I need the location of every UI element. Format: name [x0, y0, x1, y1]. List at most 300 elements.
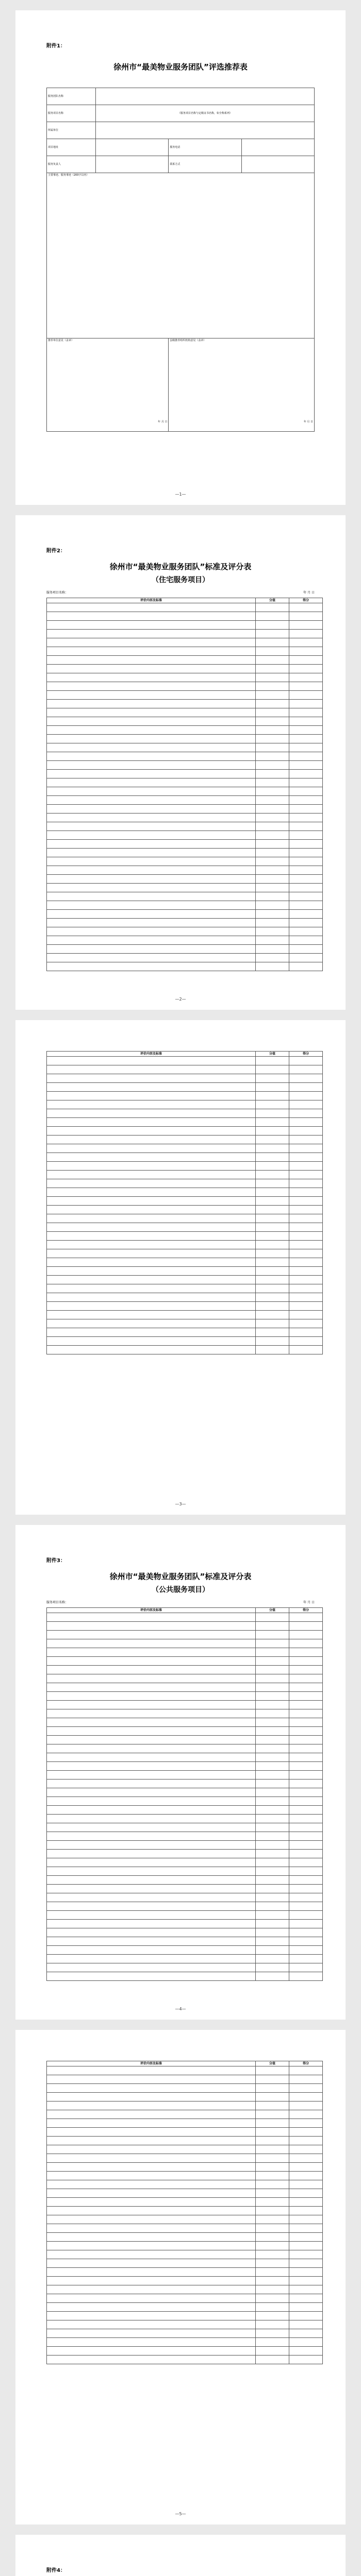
table-row	[47, 2172, 323, 2180]
criteria-cell	[47, 1613, 256, 1622]
table-row	[47, 2259, 323, 2268]
score-cell[interactable]	[289, 638, 323, 647]
criteria-cell	[256, 778, 289, 787]
page-4	[15, 1525, 346, 2020]
criteria-cell	[256, 1771, 289, 1780]
score-cell[interactable]	[289, 1648, 323, 1657]
score-cell[interactable]	[289, 770, 323, 778]
score-cell[interactable]	[289, 1639, 323, 1648]
criteria-cell	[47, 2320, 256, 2329]
criteria-cell	[256, 743, 289, 752]
criteria-cell	[47, 1197, 256, 1206]
score-cell[interactable]	[289, 1100, 323, 1109]
score-cell[interactable]	[289, 2102, 323, 2110]
score-cell[interactable]	[289, 2154, 323, 2163]
criteria-cell	[47, 673, 256, 682]
score-cell[interactable]	[289, 910, 323, 919]
criteria-cell	[256, 2312, 289, 2320]
field-label: 服务负责人	[47, 156, 96, 173]
score-cell[interactable]	[289, 805, 323, 814]
score-cell[interactable]	[289, 1249, 323, 1258]
table-row	[47, 1920, 323, 1928]
score-cell[interactable]	[289, 1850, 323, 1858]
score-cell[interactable]	[289, 962, 323, 971]
attachment-label: 附件4：	[46, 2568, 65, 2573]
score-cell[interactable]	[289, 2207, 323, 2215]
score-cell[interactable]	[289, 857, 323, 866]
score-cell[interactable]	[289, 1928, 323, 1937]
score-cell[interactable]	[289, 1302, 323, 1311]
table-row	[47, 1674, 323, 1683]
score-cell[interactable]	[289, 884, 323, 892]
score-cell[interactable]	[289, 612, 323, 621]
table-row	[47, 726, 323, 735]
score-cell[interactable]	[289, 2172, 323, 2180]
criteria-cell	[256, 761, 289, 770]
score-cell[interactable]	[289, 761, 323, 770]
remark-field[interactable]	[47, 173, 315, 338]
criteria-cell	[47, 2338, 256, 2347]
criteria-cell	[256, 2110, 289, 2119]
table-row	[47, 2277, 323, 2285]
score-cell[interactable]	[289, 936, 323, 945]
criteria-cell	[256, 1718, 289, 1727]
table-row	[47, 2075, 323, 2084]
score-cell[interactable]	[289, 2137, 323, 2145]
score-cell[interactable]	[289, 2338, 323, 2347]
criteria-cell	[47, 1771, 256, 1780]
criteria-cell	[256, 700, 289, 708]
field-value[interactable]	[241, 156, 314, 173]
score-cell[interactable]	[289, 2180, 323, 2189]
criteria-cell	[47, 875, 256, 884]
score-cell[interactable]	[289, 2233, 323, 2242]
score-cell[interactable]	[289, 927, 323, 936]
table-row	[47, 954, 323, 962]
table-row	[47, 1631, 323, 1639]
score-cell[interactable]	[289, 1797, 323, 1806]
table-row	[47, 2084, 323, 2093]
criteria-cell	[47, 2285, 256, 2294]
score-cell[interactable]	[289, 1727, 323, 1736]
score-cell[interactable]	[289, 752, 323, 761]
score-cell[interactable]	[289, 831, 323, 840]
score-cell[interactable]	[289, 1823, 323, 1832]
score-cell[interactable]	[289, 2242, 323, 2250]
score-cell[interactable]	[289, 1267, 323, 1276]
criteria-cell	[256, 1736, 289, 1744]
score-cell[interactable]	[289, 787, 323, 796]
score-cell[interactable]	[289, 2259, 323, 2268]
table-row	[47, 1832, 323, 1841]
score-cell[interactable]	[289, 2189, 323, 2198]
criteria-cell	[47, 1179, 256, 1188]
sign-left-label: 推荐单位意见（盖章）	[48, 339, 74, 342]
score-cell[interactable]	[289, 2066, 323, 2075]
score-cell[interactable]	[289, 2084, 323, 2093]
criteria-cell	[47, 2189, 256, 2198]
criteria-cell	[256, 2198, 289, 2207]
criteria-cell	[256, 1258, 289, 1267]
criteria-cell	[256, 1788, 289, 1797]
criteria-cell	[47, 761, 256, 770]
attachment-label: 附件2：	[46, 548, 65, 554]
criteria-cell	[256, 2329, 289, 2338]
score-cell[interactable]	[289, 1744, 323, 1753]
score-cell[interactable]	[289, 1858, 323, 1867]
score-cell[interactable]	[289, 2093, 323, 2102]
score-cell[interactable]	[289, 2312, 323, 2320]
score-cell[interactable]	[289, 2320, 323, 2329]
score-cell[interactable]	[289, 1206, 323, 1214]
table-row	[47, 1928, 323, 1937]
score-cell[interactable]	[289, 1276, 323, 1284]
score-cell[interactable]	[289, 1911, 323, 1920]
criteria-cell	[256, 840, 289, 849]
criteria-cell	[47, 2259, 256, 2268]
score-cell[interactable]	[289, 1284, 323, 1293]
page-title: 徐州市“最美物业服务团队”标准及评分表	[109, 562, 252, 571]
criteria-cell	[47, 2180, 256, 2189]
score-cell[interactable]	[289, 1162, 323, 1171]
table-row	[47, 945, 323, 954]
criteria-cell	[256, 1683, 289, 1692]
score-cell[interactable]	[289, 1214, 323, 1223]
table-row	[47, 2163, 323, 2172]
table-row	[47, 1823, 323, 1832]
score-cell[interactable]	[289, 2285, 323, 2294]
score-cell[interactable]	[289, 1832, 323, 1841]
table-row	[47, 2312, 323, 2320]
header-cell: 得分	[289, 2061, 323, 2066]
score-cell[interactable]	[289, 2303, 323, 2312]
score-cell[interactable]	[289, 2294, 323, 2303]
criteria-cell	[47, 1797, 256, 1806]
score-cell[interactable]	[289, 1666, 323, 1674]
criteria-cell	[256, 805, 289, 814]
criteria-cell	[256, 1153, 289, 1162]
page-3	[15, 1020, 346, 1515]
criteria-cell	[47, 1937, 256, 1946]
criteria-cell	[256, 2285, 289, 2294]
score-cell[interactable]	[289, 1319, 323, 1328]
table-header	[47, 1052, 323, 1057]
sign-right[interactable]	[169, 338, 315, 432]
score-table	[46, 1607, 323, 1981]
criteria-cell	[47, 1171, 256, 1179]
score-cell[interactable]	[289, 945, 323, 954]
criteria-cell	[256, 1267, 289, 1276]
score-cell[interactable]	[289, 1701, 323, 1709]
table-row	[47, 901, 323, 910]
table-row	[47, 1902, 323, 1911]
criteria-cell	[47, 1657, 256, 1666]
score-cell[interactable]	[289, 1065, 323, 1074]
criteria-cell	[256, 866, 289, 875]
table-row	[47, 1302, 323, 1311]
score-cell[interactable]	[289, 1074, 323, 1083]
table-row	[47, 1850, 323, 1858]
criteria-cell	[47, 2145, 256, 2154]
score-cell[interactable]	[289, 901, 323, 910]
criteria-cell	[47, 1346, 256, 1354]
score-cell[interactable]	[289, 743, 323, 752]
score-cell[interactable]	[289, 2145, 323, 2154]
score-cell[interactable]	[289, 1771, 323, 1780]
score-cell[interactable]	[289, 630, 323, 638]
score-cell[interactable]	[289, 2119, 323, 2128]
field-value[interactable]	[241, 139, 314, 156]
score-cell[interactable]	[289, 2075, 323, 2084]
criteria-cell	[47, 735, 256, 743]
score-cell[interactable]	[289, 603, 323, 612]
score-cell[interactable]	[289, 1127, 323, 1136]
table-row	[47, 638, 323, 647]
criteria-cell	[256, 726, 289, 735]
criteria-cell	[47, 1276, 256, 1284]
score-cell[interactable]	[289, 1972, 323, 1981]
criteria-cell	[47, 1136, 256, 1144]
score-cell[interactable]	[289, 1223, 323, 1232]
table-row	[47, 1815, 323, 1823]
criteria-cell	[47, 2163, 256, 2172]
field-value[interactable]	[96, 139, 169, 156]
criteria-cell	[47, 866, 256, 875]
score-cell[interactable]	[289, 2268, 323, 2277]
score-cell[interactable]	[289, 849, 323, 857]
table-row	[47, 2110, 323, 2119]
criteria-cell	[256, 1876, 289, 1885]
score-cell[interactable]	[289, 2277, 323, 2285]
score-cell[interactable]	[289, 1144, 323, 1153]
score-cell[interactable]	[289, 1876, 323, 1885]
criteria-cell	[47, 778, 256, 787]
score-cell[interactable]	[289, 1092, 323, 1100]
criteria-cell	[256, 927, 289, 936]
score-cell[interactable]	[289, 647, 323, 656]
table-row	[47, 1179, 323, 1188]
score-cell[interactable]	[289, 1867, 323, 1876]
criteria-cell	[47, 1867, 256, 1876]
criteria-cell	[47, 857, 256, 866]
score-cell[interactable]	[289, 2215, 323, 2224]
page-title: 徐州市“最美物业服务团队”评选推荐表	[113, 62, 248, 72]
score-cell[interactable]	[289, 796, 323, 805]
score-cell[interactable]	[289, 1893, 323, 1902]
score-cell[interactable]	[289, 1709, 323, 1718]
score-cell[interactable]	[289, 700, 323, 708]
score-cell[interactable]	[289, 1232, 323, 1241]
field-value[interactable]	[96, 156, 169, 173]
score-cell[interactable]	[289, 1920, 323, 1928]
table-header	[47, 1608, 323, 1613]
score-cell[interactable]	[289, 1815, 323, 1823]
score-cell[interactable]	[289, 2163, 323, 2172]
score-cell[interactable]	[289, 840, 323, 849]
score-cell[interactable]	[289, 866, 323, 875]
score-cell[interactable]	[289, 682, 323, 691]
score-cell[interactable]	[289, 892, 323, 901]
score-cell[interactable]	[289, 1937, 323, 1946]
score-cell[interactable]	[289, 1683, 323, 1692]
criteria-cell	[47, 647, 256, 656]
criteria-cell	[256, 1709, 289, 1718]
criteria-cell	[47, 787, 256, 796]
table-row	[47, 88, 315, 105]
table-row	[47, 936, 323, 945]
score-cell[interactable]	[289, 665, 323, 673]
score-cell[interactable]	[289, 1613, 323, 1622]
table-row	[47, 1188, 323, 1197]
page-number: —5—	[175, 2512, 186, 2516]
criteria-cell	[256, 857, 289, 866]
score-cell[interactable]	[289, 1753, 323, 1762]
score-cell[interactable]	[289, 1902, 323, 1911]
criteria-cell	[47, 1232, 256, 1241]
criteria-cell	[256, 1127, 289, 1136]
header-cell: 分值	[256, 1052, 289, 1057]
score-cell[interactable]	[289, 1657, 323, 1666]
score-cell[interactable]	[289, 1762, 323, 1771]
score-cell[interactable]	[289, 717, 323, 726]
table-row	[47, 1885, 323, 1893]
score-cell[interactable]	[289, 1692, 323, 1701]
table-row	[47, 1841, 323, 1850]
criteria-cell	[256, 717, 289, 726]
score-cell[interactable]	[289, 778, 323, 787]
criteria-cell	[47, 962, 256, 971]
remark-label: 主要事迹、服务事迹（200字以内）	[48, 174, 89, 177]
table-row	[47, 630, 323, 638]
score-cell[interactable]	[289, 1674, 323, 1683]
criteria-cell	[47, 1144, 256, 1153]
criteria-cell	[47, 1832, 256, 1841]
score-cell[interactable]	[289, 1293, 323, 1302]
score-cell[interactable]	[289, 1963, 323, 1972]
criteria-cell	[256, 1171, 289, 1179]
criteria-cell	[47, 1963, 256, 1972]
table-row	[47, 2128, 323, 2137]
score-cell[interactable]	[289, 2110, 323, 2119]
header-cell: 得分	[289, 1052, 323, 1057]
score-cell[interactable]	[289, 2128, 323, 2137]
score-cell[interactable]	[289, 1841, 323, 1850]
score-cell[interactable]	[289, 1955, 323, 1963]
table-row	[47, 1153, 323, 1162]
table-row	[47, 1241, 323, 1249]
criteria-cell	[256, 1613, 289, 1622]
score-cell[interactable]	[289, 1153, 323, 1162]
field-value[interactable]	[96, 122, 315, 139]
score-cell[interactable]	[289, 1346, 323, 1354]
table-row	[47, 717, 323, 726]
table-row	[47, 1214, 323, 1223]
score-cell[interactable]	[289, 2250, 323, 2259]
score-cell[interactable]	[289, 1179, 323, 1188]
criteria-cell	[47, 1074, 256, 1083]
score-cell[interactable]	[289, 822, 323, 831]
score-cell[interactable]	[289, 691, 323, 700]
score-cell[interactable]	[289, 1885, 323, 1893]
table-row	[47, 2093, 323, 2102]
score-cell[interactable]	[289, 1118, 323, 1127]
score-cell[interactable]	[289, 1718, 323, 1727]
field-value[interactable]	[96, 88, 315, 105]
score-cell[interactable]	[289, 1337, 323, 1346]
score-cell[interactable]	[289, 1171, 323, 1179]
score-cell[interactable]	[289, 1736, 323, 1744]
score-cell[interactable]	[289, 1806, 323, 1815]
criteria-cell	[256, 1214, 289, 1223]
criteria-cell	[256, 1850, 289, 1858]
score-cell[interactable]	[289, 954, 323, 962]
score-cell[interactable]	[289, 2224, 323, 2233]
score-cell[interactable]	[289, 2347, 323, 2355]
score-cell[interactable]	[289, 919, 323, 927]
score-cell[interactable]	[289, 1788, 323, 1797]
score-cell[interactable]	[289, 1083, 323, 1092]
table-row	[47, 752, 323, 761]
score-cell[interactable]	[289, 1328, 323, 1337]
criteria-cell	[47, 1258, 256, 1267]
score-cell[interactable]	[289, 2355, 323, 2364]
criteria-cell	[47, 612, 256, 621]
table-row	[47, 2303, 323, 2312]
criteria-cell	[256, 1797, 289, 1806]
score-cell[interactable]	[289, 1258, 323, 1267]
score-cell[interactable]	[289, 2329, 323, 2338]
criteria-cell	[47, 1065, 256, 1074]
score-cell[interactable]	[289, 726, 323, 735]
score-cell[interactable]	[289, 621, 323, 630]
criteria-cell	[256, 1701, 289, 1709]
score-cell[interactable]	[289, 1946, 323, 1955]
table-row	[47, 822, 323, 831]
criteria-cell	[256, 2093, 289, 2102]
criteria-cell	[47, 1823, 256, 1832]
table-row	[47, 1771, 323, 1780]
criteria-cell	[47, 1206, 256, 1214]
criteria-cell	[47, 2329, 256, 2338]
score-cell[interactable]	[289, 673, 323, 682]
criteria-cell	[47, 1293, 256, 1302]
score-cell[interactable]	[289, 1311, 323, 1319]
criteria-cell	[256, 1946, 289, 1955]
score-cell[interactable]	[289, 1622, 323, 1631]
score-cell[interactable]	[289, 1188, 323, 1197]
score-cell[interactable]	[289, 1136, 323, 1144]
field-value[interactable]: （服务项目名称与定级证书名称，如全称系列）	[96, 105, 315, 122]
score-cell[interactable]	[289, 1109, 323, 1118]
score-cell[interactable]	[289, 875, 323, 884]
table-row	[47, 1328, 323, 1337]
score-cell[interactable]	[289, 814, 323, 822]
sign-left[interactable]	[47, 338, 169, 432]
score-cell[interactable]	[289, 656, 323, 665]
header-cell: 分值	[256, 598, 289, 603]
score-cell[interactable]	[289, 2198, 323, 2207]
score-cell[interactable]	[289, 1241, 323, 1249]
table-row	[47, 805, 323, 814]
score-cell[interactable]	[289, 1631, 323, 1639]
score-cell[interactable]	[289, 708, 323, 717]
score-cell[interactable]	[289, 735, 323, 743]
score-cell[interactable]	[289, 1197, 323, 1206]
score-cell[interactable]	[289, 1780, 323, 1788]
score-table	[46, 2061, 323, 2364]
score-cell[interactable]	[289, 1057, 323, 1065]
table-row	[47, 1718, 323, 1727]
